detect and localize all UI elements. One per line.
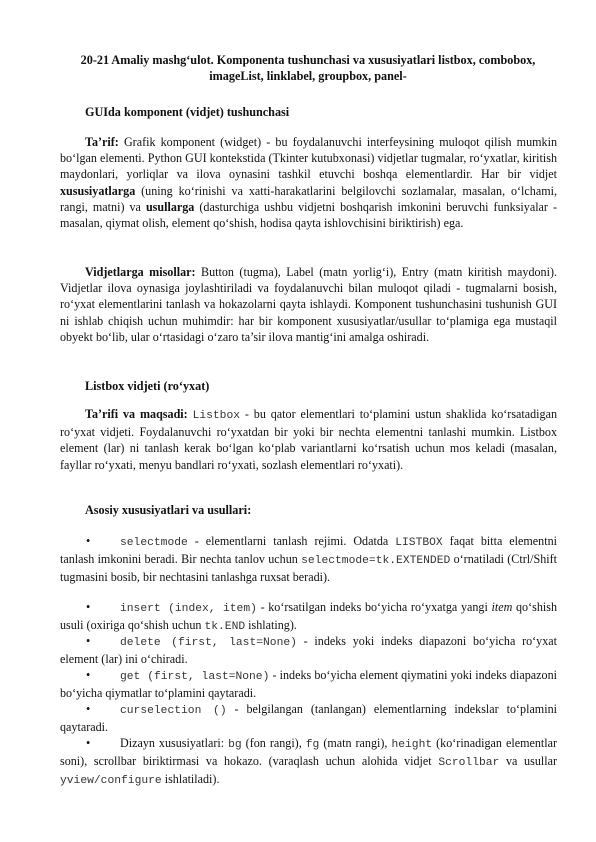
text-span: qo‘shish usuli (oxiriga qo‘shish uchun bbox=[60, 600, 557, 633]
bullet-icon: • bbox=[86, 534, 91, 548]
heading-listbox: Listbox vidjeti (ro‘yxat) bbox=[85, 379, 210, 393]
code-extended: selectmode=tk.EXTENDED bbox=[301, 555, 451, 568]
paragraph-listbox-definition bbox=[60, 406, 557, 473]
heading-properties: Asosiy xususiyatlari va usullari: bbox=[85, 503, 252, 517]
list-item bbox=[60, 735, 557, 790]
list-item bbox=[60, 633, 557, 667]
definition-lead: Ta’rif: bbox=[85, 135, 119, 149]
bullet-icon: • bbox=[86, 736, 91, 750]
code-selectmode: selectmode bbox=[120, 537, 188, 549]
text-span: (fon rangi), bbox=[241, 736, 306, 750]
bold-term: usullarga bbox=[145, 199, 195, 214]
code-curselection: curselection () bbox=[120, 705, 227, 717]
bullet-icon: • bbox=[86, 702, 91, 716]
code-get: get (first, last=None) bbox=[120, 671, 270, 683]
paragraph-definition bbox=[60, 134, 557, 231]
text-span: Dizayn xususiyatlari: bbox=[120, 736, 229, 750]
page-title: 20-21 Amaliy mashg‘ulot. Komponenta tushunchasi va xususiyatlari listbox, combobox, imageList, linklabel, groupbox, panel- bbox=[80, 53, 536, 83]
text-span: ishlatiladi). bbox=[161, 772, 220, 787]
text-span: - belgilangan (tanlangan) elementlarning indekslar to‘plamini qaytaradi. bbox=[60, 702, 557, 735]
heading-component: GUIda komponent (vidjet) tushunchasi bbox=[85, 105, 290, 119]
text-span: Grafik komponent (widget) - bu foydalanuvchi interfeysining muloqot qilish mumkin bo‘lgan elementi. Python GUI kontekstida (Tkinter kutubxonasi) vidjetlar tugmalar, ro‘yxatlar, kiritish maydonlari, yorliqlar va ilova oynasini tashkil etuvchi boshqa elementlardir. Har bir vidjet bbox=[60, 135, 557, 182]
code-height: height bbox=[391, 739, 433, 751]
text-span: - indeks yoki indeks diapazoni bo‘yicha ro‘yxat element (lar) ini o‘chiradi. bbox=[60, 634, 558, 667]
text-span: faqat bitta elementni tanlash imkonini beradi. Bir nechta tanlov uchun bbox=[60, 534, 557, 567]
listbox-lead: Ta’rifi va maqsadi: bbox=[85, 407, 188, 421]
paragraph-examples bbox=[60, 264, 557, 345]
code-end: tk.END bbox=[204, 621, 246, 634]
bullet-icon: • bbox=[86, 600, 91, 614]
bullet-icon: • bbox=[86, 634, 91, 648]
code-bg: bg bbox=[228, 739, 242, 751]
list-item bbox=[60, 667, 557, 701]
text-span: - elementlarni tanlash rejimi. Odatda bbox=[187, 534, 396, 548]
text-span: o‘rnatiladi (Ctrl/Shift tugmasini bosib, bir nechtasini tanlashga ruxsat beradi). bbox=[60, 552, 557, 585]
text-span: - indeks bo‘yicha element qiymatini yoki indeks diapazoni bo‘yicha qiymatlar to‘plamini qaytaradi. bbox=[60, 668, 557, 701]
bold-term: xususiyatlarga bbox=[60, 183, 136, 198]
code-scrollbar: Scrollbar bbox=[438, 757, 500, 770]
code-listbox-const: LISTBOX bbox=[395, 537, 443, 549]
code-fg: fg bbox=[305, 739, 320, 751]
text-span: (matn rangi), bbox=[319, 736, 392, 750]
list-item bbox=[60, 701, 557, 735]
text-span: (ko‘rinadigan elementlar soni), scrollbar biriktirmasi va hokazo. (varaqlash uchun alohida vidjet bbox=[60, 736, 558, 769]
text-span: - ko‘rsatilgan indeks bo‘yicha ro‘yxatga yangi bbox=[256, 600, 492, 614]
text-span: va usullar bbox=[499, 754, 557, 769]
code-listbox: Listbox bbox=[192, 410, 241, 422]
bullet-icon: • bbox=[86, 668, 91, 682]
code-insert: insert (index, item) bbox=[120, 603, 257, 615]
examples-lead: Vidjetlarga misollar: bbox=[85, 265, 196, 279]
list-item bbox=[60, 599, 557, 635]
code-delete: delete (first, last=None) bbox=[120, 637, 297, 649]
list-item bbox=[60, 533, 557, 586]
text-span: Button (tugma), Label (matn yorlig‘i), Entry (matn kiritish maydoni). Vidjetlar ilova oynasiga joylashtiriladi va foydalanuvchi bilan muloqot qiladi - tugmalarni bosish, ro‘yxat elementlarini tanlash va hokazolarni qayta ishlaydi. Komponent tushunchasini tushunish GUI ni ishlab chiqish uchun muhimdir: har bir komponent xususiyatlar/usullar to‘plamiga ega mustaqil obyekt bo‘lib, ular o‘rtasidagi o‘zaro ta’sir ilova mantig‘ini amalga oshiradi. bbox=[60, 265, 557, 344]
text-span: ishlating). bbox=[245, 618, 297, 633]
text-span: (dasturchiga ushbu vidjetni boshqarish imkonini beruvchi funksiyalar - masalan, qiymat olish, element qo‘shish, hodisa qayta ishlovchisini biriktirish) ega. bbox=[60, 199, 557, 231]
italic-term: item bbox=[491, 600, 513, 614]
text-span: (uning ko‘rinishi va xatti-harakatlarini belgilovchi sozlamalar, masalan, o‘lchami, rangi, matni) va bbox=[60, 183, 557, 214]
text-span: - bu qator elementlari to‘plamini ustun shaklida ko‘rsatadigan ro‘yxat vidjeti. Foydalanuvchi ro‘yxatdan bir yoki bir nechta elementni tanlashi mumkin. Listbox element (lar) ni tanlash kerak bo‘lgan ko‘plab variantlarni ko‘rsatish uchun mos keladi (masalan, fayllar ro‘yxati, menyu bandlari ro‘yxati, sozlash elementlari ro‘yxati). bbox=[60, 407, 558, 472]
code-yview: yview/configure bbox=[60, 775, 162, 788]
